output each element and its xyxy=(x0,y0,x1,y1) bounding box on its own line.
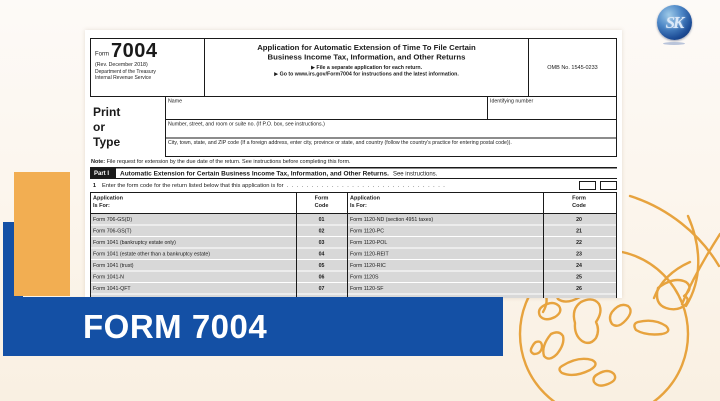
application-cell: Form 1120-POL xyxy=(350,239,388,246)
table-row xyxy=(90,272,347,283)
line-1 xyxy=(90,179,617,192)
table-right-half xyxy=(347,193,617,298)
form-code-cell: 22 xyxy=(576,239,582,246)
form-number-block xyxy=(91,39,205,96)
form-code-cell: 20 xyxy=(576,216,582,223)
form-code-cell: 01 xyxy=(318,216,325,223)
table-row xyxy=(90,260,347,271)
line-1-number: 1 xyxy=(92,182,97,189)
line-1-text: Enter the form code for the return listed below that this application is for xyxy=(102,182,284,189)
city-state-zip-field: City, town, state, and ZIP code (If a foreign address, enter city, province or state, and country (follow the country's practice for entering postal code)). xyxy=(166,138,616,157)
note-label: Note: xyxy=(91,158,106,165)
part-1-see-instructions: See instructions. xyxy=(392,169,438,177)
form-word-label: Form xyxy=(95,50,109,57)
right-app-header-line-1: Application xyxy=(350,195,380,201)
form-code-table xyxy=(90,192,617,298)
table-row xyxy=(90,214,347,225)
form-code-cell: 05 xyxy=(318,262,325,269)
form-header xyxy=(90,38,617,97)
print-or-type-section xyxy=(90,97,617,157)
street-address-field: Number, street, and room or suite no. (If P.O. box, see instructions.) xyxy=(166,119,616,138)
form-code-entry-box-2 xyxy=(600,181,617,190)
form-code-entry-box-1 xyxy=(579,181,596,190)
table-row xyxy=(347,260,617,271)
right-code-header-line-1: Form xyxy=(572,195,586,201)
banner-title: FORM 7004 xyxy=(83,307,268,345)
application-cell: Form 1041-N xyxy=(93,273,124,280)
right-app-header-line-2: Is For: xyxy=(350,202,367,209)
line-1-dot-leaders: . . . . . . . . . . . . . . . . . . . . . . . . . . . . . . . . xyxy=(286,182,446,189)
omb-number: OMB No. 1545-0233 xyxy=(528,39,616,96)
application-cell: Form 1120-RIC xyxy=(350,262,386,269)
form-revision: (Rev. December 2018) xyxy=(95,61,148,68)
part-1-title: Automatic Extension for Certain Business Income Tax, Information, and Other Returns. xyxy=(120,169,389,177)
agency-line-1: Department of the Treasury xyxy=(95,69,156,75)
left-rows xyxy=(90,214,347,298)
form-title-line-1: Application for Automatic Extension of Time To File Certain xyxy=(257,43,476,52)
table-row xyxy=(90,249,347,260)
identifying-number-field: Identifying number xyxy=(487,97,616,119)
form-code-cell: 04 xyxy=(318,250,325,257)
application-cell: Form 706-GS(T) xyxy=(93,227,132,234)
orange-accent-block xyxy=(14,172,70,296)
application-cell: Form 1120S xyxy=(350,273,379,280)
table-row xyxy=(90,283,347,294)
title-banner xyxy=(3,297,503,356)
left-code-header-line-1: Form xyxy=(314,195,329,201)
application-cell: Form 1041 (bankruptcy estate only) xyxy=(93,239,176,246)
left-app-header-line-1: Application xyxy=(93,195,123,201)
type-word: Type xyxy=(93,135,121,149)
table-row xyxy=(347,237,617,248)
print-or-type-label xyxy=(90,97,165,157)
table-divider-left-code xyxy=(296,193,297,298)
part-1-header xyxy=(90,167,617,179)
sk-logo-initials: SK xyxy=(665,12,683,32)
application-cell: Form 1120-REIT xyxy=(350,250,389,257)
left-code-header-line-2: Code xyxy=(314,202,329,209)
or-word: or xyxy=(93,120,105,134)
table-divider-center xyxy=(347,193,348,298)
table-row xyxy=(347,249,617,260)
application-cell: Form 1120-ND (section 4951 taxes) xyxy=(350,216,434,223)
sk-globe-icon xyxy=(657,5,692,40)
application-cell: Form 1120-SF xyxy=(350,285,384,292)
table-row xyxy=(90,226,347,237)
table-left-half xyxy=(90,193,347,298)
taxpayer-fields-box xyxy=(165,97,617,157)
form-code-cell: 23 xyxy=(576,250,582,257)
table-row xyxy=(347,214,617,225)
form-code-cell: 25 xyxy=(576,273,582,280)
note-line xyxy=(90,157,617,167)
form-title-line-2: Business Income Tax, Information, and Other Returns xyxy=(267,53,466,62)
instruction-bullet-2: ▶ Go to www.irs.gov/Form7004 for instructions and the latest information. xyxy=(274,70,459,77)
form-code-cell: 26 xyxy=(576,285,582,292)
agency-line-2: Internal Revenue Service xyxy=(95,74,152,81)
note-text: File request for extension by the due date of the return. See instructions before completing this form. xyxy=(106,158,351,165)
name-field: Name xyxy=(168,98,183,104)
application-cell: Form 1041-QFT xyxy=(93,285,131,292)
form-code-cell: 24 xyxy=(576,262,582,269)
table-divider-right-code xyxy=(543,193,544,298)
right-rows xyxy=(347,214,617,298)
application-cell: Form 1041 (estate other than a bankruptcy estate) xyxy=(93,250,211,257)
form-7004-document xyxy=(85,30,622,298)
sk-logo-shadow xyxy=(663,42,685,45)
sk-logo xyxy=(653,5,695,49)
form-code-cell: 03 xyxy=(318,239,325,246)
form-code-cell: 07 xyxy=(318,285,325,292)
part-1-tag: Part I xyxy=(90,169,116,179)
table-border-right xyxy=(616,193,617,298)
application-cell: Form 1041 (trust) xyxy=(93,262,134,269)
table-row xyxy=(90,237,347,248)
print-word: Print xyxy=(93,105,121,119)
form-title-block xyxy=(205,39,528,96)
application-cell: Form 706-GS(D) xyxy=(93,216,133,223)
table-row xyxy=(347,226,617,237)
form-number: 7004 xyxy=(111,39,158,62)
form-code-cell: 21 xyxy=(576,227,582,234)
instruction-bullet-1: ▶ File a separate application for each return. xyxy=(310,64,423,71)
table-row xyxy=(347,272,617,283)
table-border-left xyxy=(90,193,91,298)
application-cell: Form 1120-PC xyxy=(350,227,385,234)
form-code-cell: 02 xyxy=(318,227,325,234)
left-app-header-line-2: Is For: xyxy=(93,202,110,209)
right-code-header-line-2: Code xyxy=(572,202,586,209)
form-code-cell: 06 xyxy=(318,273,325,280)
table-row xyxy=(347,283,617,294)
